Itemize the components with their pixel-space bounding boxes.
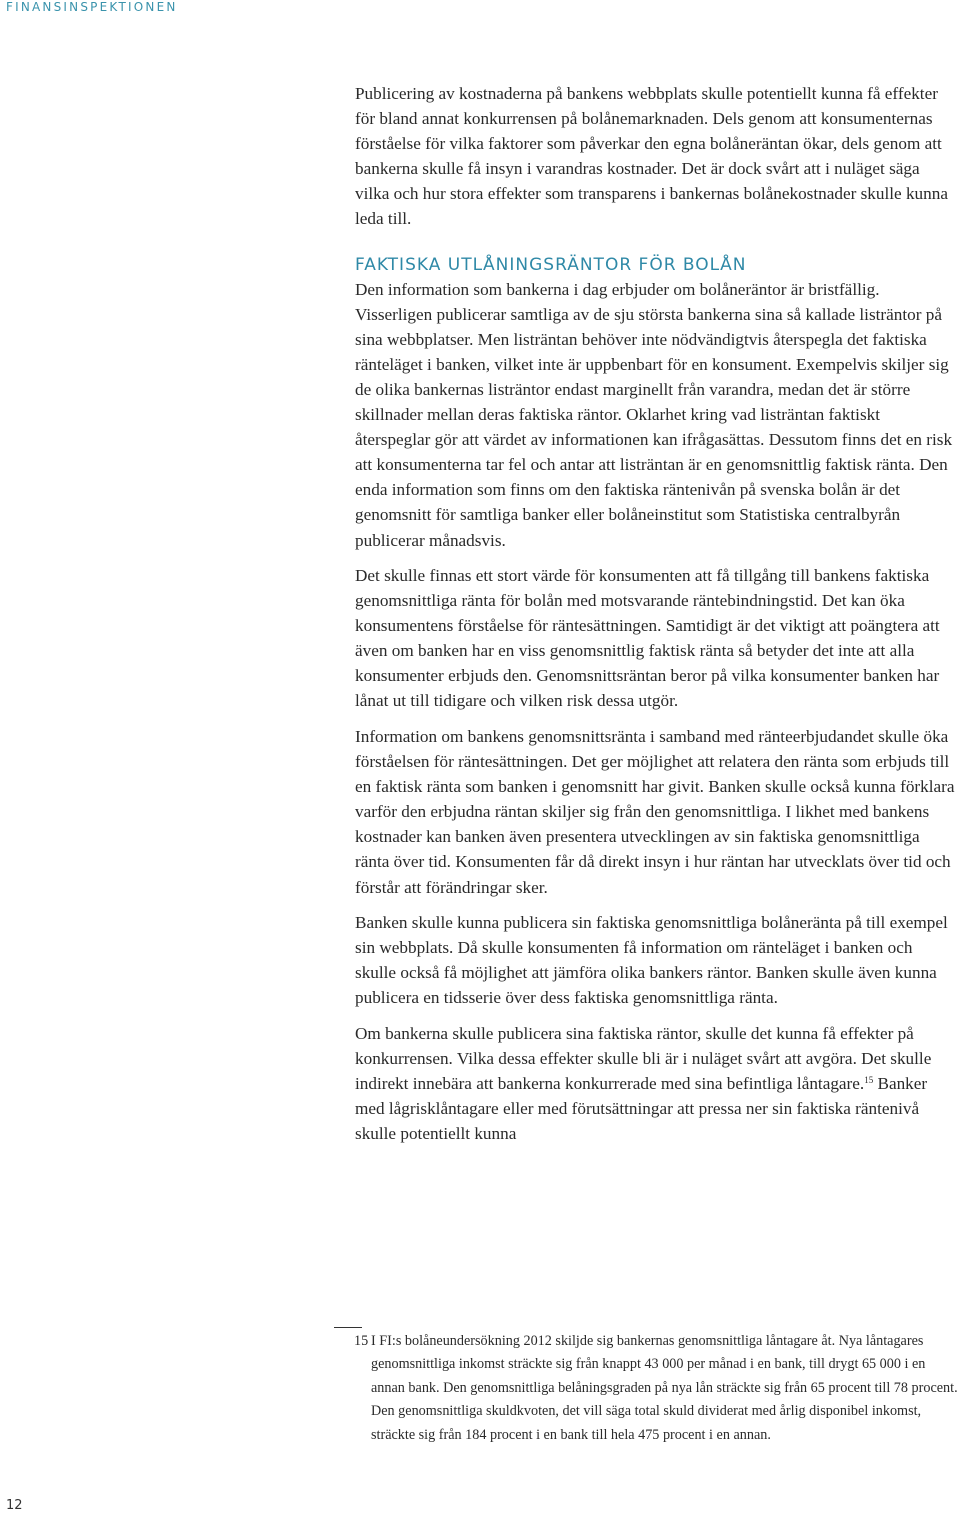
- footnote-reference[interactable]: 15: [864, 1074, 874, 1085]
- paragraph-6-continued: Banker med lågrisklåntagare eller med förutsättningar att pressa ner sin faktiska räntenivå skulle potentiellt kunna: [355, 1073, 928, 1144]
- paragraph-2: Den information som bankerna i dag erbjuder om bolåneräntor är bristfällig. Visserligen publicerar samtliga av de sju största bankerna sina så kallade listräntor på sina webbplatser. Men listräntan behöver inte nödvändigtvis återspegla det faktiska ränteläget i banken, vilket inte är uppbenbart för en konsument. Exempelvis skiljer sig de olika bankernas listräntor endast marginellt från varandra, medan det är större skillnader mellan deras faktiska räntor. Oklarhet kring vad listräntan faktiskt återspeglar gör att värdet av informationen kan ifrågasättas. Dessutom finns det en risk att konsumenterna tar fel och antar att listräntan är en genomsnittlig faktisk ränta. Den enda information som finns om den faktiska räntenivån på svenska bolån är det genomsnitt för samtliga banker eller bolåneinstitut som Statistiska centralbyrån publicerar månadsvis.: [355, 279, 953, 550]
- footnote-divider: [334, 1327, 362, 1328]
- paragraph-4: Information om bankens genomsnittsränta i samband med ränteerbjudandet skulle öka förståelsen för räntesättningen. Det ger möjlighet att relatera den ränta som erbjuds till en faktisk ränta som banken i genomsnitt har givit. Banken skulle också kunna förklara varför den erbjudna räntan skiljer sig från den genomsnittliga. I likhet med bankens kostnader kan banken även presentera utvecklingen av sin faktiska genomsnittliga ränta över tid. Konsumenten får då direkt insyn i hur räntan har utvecklats över tid och förstår att förändringar sker.: [355, 726, 955, 897]
- running-head: FINANSINSPEKTIONEN: [6, 0, 178, 14]
- paragraph-5: Banken skulle kunna publicera sin faktiska genomsnittliga bolåneränta på till exempel sin webbplats. Då skulle konsumenten få information om ränteläget i banken och skulle också få möjlighet att jämföra olika bankers räntor. Banken skulle även kunna publicera en tidsserie över dess faktiska genomsnittliga ränta.: [355, 912, 948, 1008]
- paragraph-6-text: Om bankerna skulle publicera sina faktiska räntor, skulle det kunna få effekter på konkurrensen. Vilka dessa effekter skulle bli är i nuläget svårt att avgöra. Det skulle indirekt innebära att bankerna konkurrerade med sina befintliga låntagare.: [355, 1023, 932, 1093]
- main-content: [355, 81, 955, 1157]
- footnote-number: 15: [354, 1333, 369, 1349]
- paragraph-3: Det skulle finnas ett stort värde för konsumenten att få tillgång till bankens faktiska genomsnittliga ränta för bolån med motsvarande räntebindningstid. Det kan öka konsumentens förståelse för räntesättningen. Samtidigt är det viktigt att poängtera att även om banken har en viss genomsnittlig faktisk ränta så betyder det inte att alla konsumenter erbjuds den. Genomsnittsräntan beror på vilka konsumenter banken har lånat ut till tidigare och vilken risk dessa utgör.: [355, 565, 940, 711]
- paragraph-1: Publicering av kostnaderna på bankens webbplats skulle potentiellt kunna få effekter för bland annat konkurrensen på bolånemarknaden. Dels genom att konsumenternas förståelse för vilka faktorer som påverkar den egna bolåneräntan ökar, dels genom att bankerna skulle få insyn i varandras kostnader. Det är dock svårt att i nuläget säga vilka och hur stora effekter som transparens i bankernas bolånekostnader skulle kunna leda till.: [355, 84, 948, 229]
- paragraph-6: [355, 1021, 955, 1146]
- footnote-text: I FI:s bolåneundersökning 2012 skiljde sig bankernas genomsnittliga låntagare åt. Nya låntagares genomsnittliga inkomst sträckte sig från knappt 43 000 per månad i en bank, till drygt 65 000 i en annan bank. Den genomsnittliga belåningsgraden på nya lån sträckte sig från 65 procent till 78 procent. Den genomsnittliga skuldkvoten, det vill säga total skuld dividerat med årlig disponibel inkomst, sträckte sig från 184 procent i en bank till hela 475 procent i en annan.: [371, 1333, 958, 1443]
- footnote: [354, 1330, 960, 1447]
- section-heading: FAKTISKA UTLÅNINGSRÄNTOR FÖR BOLÅN: [355, 254, 747, 275]
- page-number: 12: [6, 1498, 23, 1513]
